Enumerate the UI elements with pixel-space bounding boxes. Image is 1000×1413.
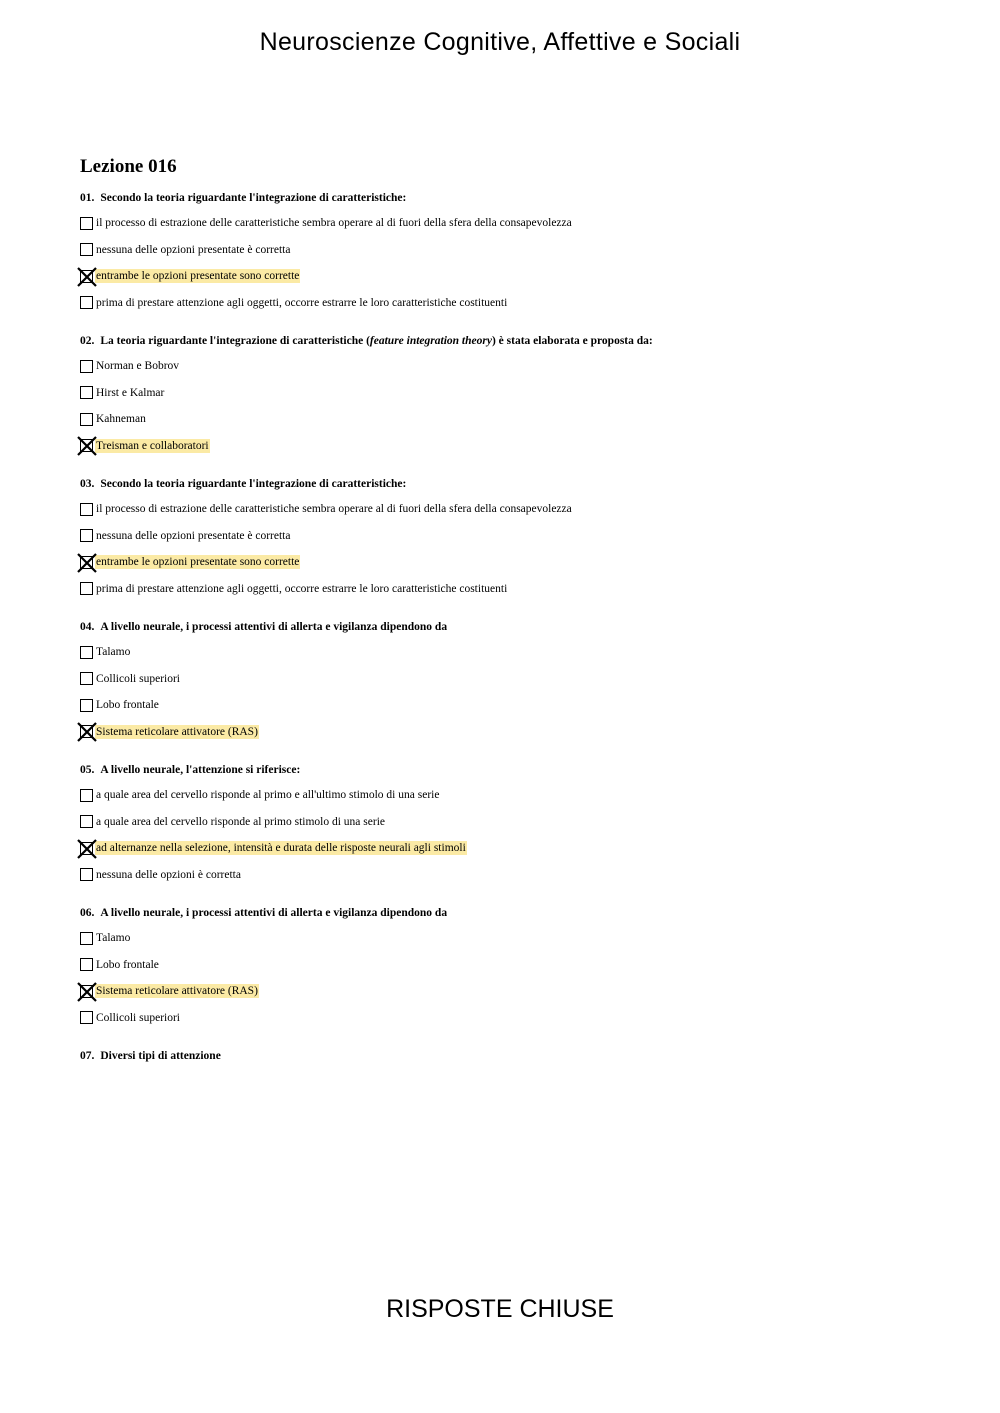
option-label: Hirst e Kalmar xyxy=(96,386,165,399)
option-label: a quale area del cervello risponde al primo stimolo di una serie xyxy=(96,815,385,828)
option-label: il processo di estrazione delle caratteristiche sembra operare al di fuori della sfera della consapevolezza xyxy=(96,503,572,516)
question-text xyxy=(80,901,940,925)
checkbox[interactable] xyxy=(80,243,93,256)
option-label: nessuna delle opzioni è corretta xyxy=(96,868,241,881)
checkbox[interactable] xyxy=(80,672,93,685)
question-text xyxy=(80,758,940,782)
checkbox[interactable] xyxy=(80,815,93,828)
question-06 xyxy=(80,901,940,1031)
question-number: 03. xyxy=(80,478,95,490)
option-label: Lobo frontale xyxy=(96,699,159,712)
question-07 xyxy=(80,1044,940,1068)
checkbox[interactable] xyxy=(80,1011,93,1024)
question-01 xyxy=(80,186,940,316)
answer-option[interactable] xyxy=(80,952,940,979)
question-number: 01. xyxy=(80,192,95,204)
answer-option-selected[interactable] xyxy=(80,978,940,1005)
answer-option-selected[interactable] xyxy=(80,263,940,290)
option-label-correct: entrambe le opzioni presentate sono corrette xyxy=(96,556,300,569)
question-number: 04. xyxy=(80,621,95,633)
checkbox[interactable] xyxy=(80,932,93,945)
page-header: Neuroscienze Cognitive, Affettive e Sociali xyxy=(259,28,741,56)
option-label: Talamo xyxy=(96,932,131,945)
answer-option-selected[interactable] xyxy=(80,835,940,862)
document-body xyxy=(80,156,940,1081)
question-prompt: Secondo la teoria riguardante l'integrazione di caratteristiche: xyxy=(100,478,407,490)
option-label: a quale area del cervello risponde al primo e all'ultimo stimolo di una serie xyxy=(96,789,440,802)
option-label-correct: Sistema reticolare attivatore (RAS) xyxy=(96,725,258,738)
question-prompt: A livello neurale, l'attenzione si riferisce: xyxy=(100,764,301,776)
checkbox-checked[interactable] xyxy=(80,270,93,283)
answer-option[interactable] xyxy=(80,639,940,666)
checkbox[interactable] xyxy=(80,789,93,802)
option-label: il processo di estrazione delle caratteristiche sembra operare al di fuori della sfera della consapevolezza xyxy=(96,217,572,230)
option-label: Collicoli superiori xyxy=(96,672,181,685)
checkbox[interactable] xyxy=(80,646,93,659)
lesson-title: Lezione 016 xyxy=(80,156,177,177)
answer-option[interactable] xyxy=(80,692,940,719)
option-label-correct: entrambe le opzioni presentate sono corrette xyxy=(96,270,300,283)
answer-option[interactable] xyxy=(80,237,940,264)
answer-option[interactable] xyxy=(80,666,940,693)
option-label: prima di prestare attenzione agli oggetti, occorre estrarre le loro caratteristiche costituenti xyxy=(96,296,508,309)
answer-option[interactable] xyxy=(80,353,940,380)
checkbox[interactable] xyxy=(80,413,93,426)
question-prompt: A livello neurale, i processi attentivi di allerta e vigilanza dipendono da xyxy=(100,907,448,919)
question-prompt-end: ) è stata elaborata e proposta da: xyxy=(491,335,653,347)
checkbox[interactable] xyxy=(80,296,93,309)
option-label: nessuna delle opzioni presentate è corretta xyxy=(96,529,291,542)
answer-option-selected[interactable] xyxy=(80,719,940,746)
answer-option[interactable] xyxy=(80,925,940,952)
question-prompt: Diversi tipi di attenzione xyxy=(100,1050,221,1062)
checkbox[interactable] xyxy=(80,868,93,881)
question-text xyxy=(80,186,940,210)
question-text xyxy=(80,472,940,496)
check-cross-icon xyxy=(76,552,98,574)
option-label: Kahneman xyxy=(96,413,146,426)
check-cross-icon xyxy=(76,838,98,860)
checkbox[interactable] xyxy=(80,529,93,542)
option-label: Lobo frontale xyxy=(96,958,159,971)
question-prompt-italic: feature integration theory xyxy=(369,335,492,347)
answer-option[interactable] xyxy=(80,380,940,407)
checkbox[interactable] xyxy=(80,699,93,712)
option-label-correct: Sistema reticolare attivatore (RAS) xyxy=(96,985,258,998)
checkbox-checked[interactable] xyxy=(80,556,93,569)
question-text xyxy=(80,329,940,353)
question-number: 05. xyxy=(80,764,95,776)
question-02 xyxy=(80,329,940,459)
checkbox-checked[interactable] xyxy=(80,439,93,452)
checkbox[interactable] xyxy=(80,217,93,230)
answer-option-selected[interactable] xyxy=(80,433,940,460)
answer-option-selected[interactable] xyxy=(80,549,940,576)
checkbox[interactable] xyxy=(80,360,93,373)
answer-option[interactable] xyxy=(80,862,940,889)
option-label-correct: Treisman e collaboratori xyxy=(96,439,209,452)
answer-option[interactable] xyxy=(80,290,940,317)
answer-option[interactable] xyxy=(80,782,940,809)
question-prompt: Secondo la teoria riguardante l'integrazione di caratteristiche: xyxy=(100,192,407,204)
checkbox[interactable] xyxy=(80,958,93,971)
answer-option[interactable] xyxy=(80,210,940,237)
question-number: 02. xyxy=(80,335,95,347)
option-label: prima di prestare attenzione agli oggetti, occorre estrarre le loro caratteristiche costituenti xyxy=(96,582,508,595)
question-04 xyxy=(80,615,940,745)
question-text xyxy=(80,615,940,639)
check-cross-icon xyxy=(76,266,98,288)
option-label-correct: ad alternanze nella selezione, intensità e durata delle risposte neurali agli stimoli xyxy=(96,842,466,855)
answer-option[interactable] xyxy=(80,1005,940,1032)
page-footer: RISPOSTE CHIUSE xyxy=(386,1295,614,1323)
answer-option[interactable] xyxy=(80,523,940,550)
check-cross-icon xyxy=(76,981,98,1003)
checkbox-checked[interactable] xyxy=(80,725,93,738)
answer-option[interactable] xyxy=(80,496,940,523)
checkbox[interactable] xyxy=(80,386,93,399)
option-label: Norman e Bobrov xyxy=(96,360,180,373)
answer-option[interactable] xyxy=(80,576,940,603)
checkbox[interactable] xyxy=(80,582,93,595)
answer-option[interactable] xyxy=(80,406,940,433)
check-cross-icon xyxy=(76,435,98,457)
check-cross-icon xyxy=(76,721,98,743)
answer-option[interactable] xyxy=(80,809,940,836)
option-label: Talamo xyxy=(96,646,131,659)
checkbox-checked[interactable] xyxy=(80,985,93,998)
question-prompt: A livello neurale, i processi attentivi di allerta e vigilanza dipendono da xyxy=(100,621,448,633)
option-label: Collicoli superiori xyxy=(96,1011,181,1024)
question-text xyxy=(80,1044,940,1068)
question-number: 07. xyxy=(80,1050,95,1062)
option-label: nessuna delle opzioni presentate è corretta xyxy=(96,243,291,256)
checkbox-checked[interactable] xyxy=(80,842,93,855)
question-prompt-start: La teoria riguardante l'integrazione di caratteristiche ( xyxy=(100,335,370,347)
question-05 xyxy=(80,758,940,888)
question-03 xyxy=(80,472,940,602)
question-number: 06. xyxy=(80,907,95,919)
checkbox[interactable] xyxy=(80,503,93,516)
